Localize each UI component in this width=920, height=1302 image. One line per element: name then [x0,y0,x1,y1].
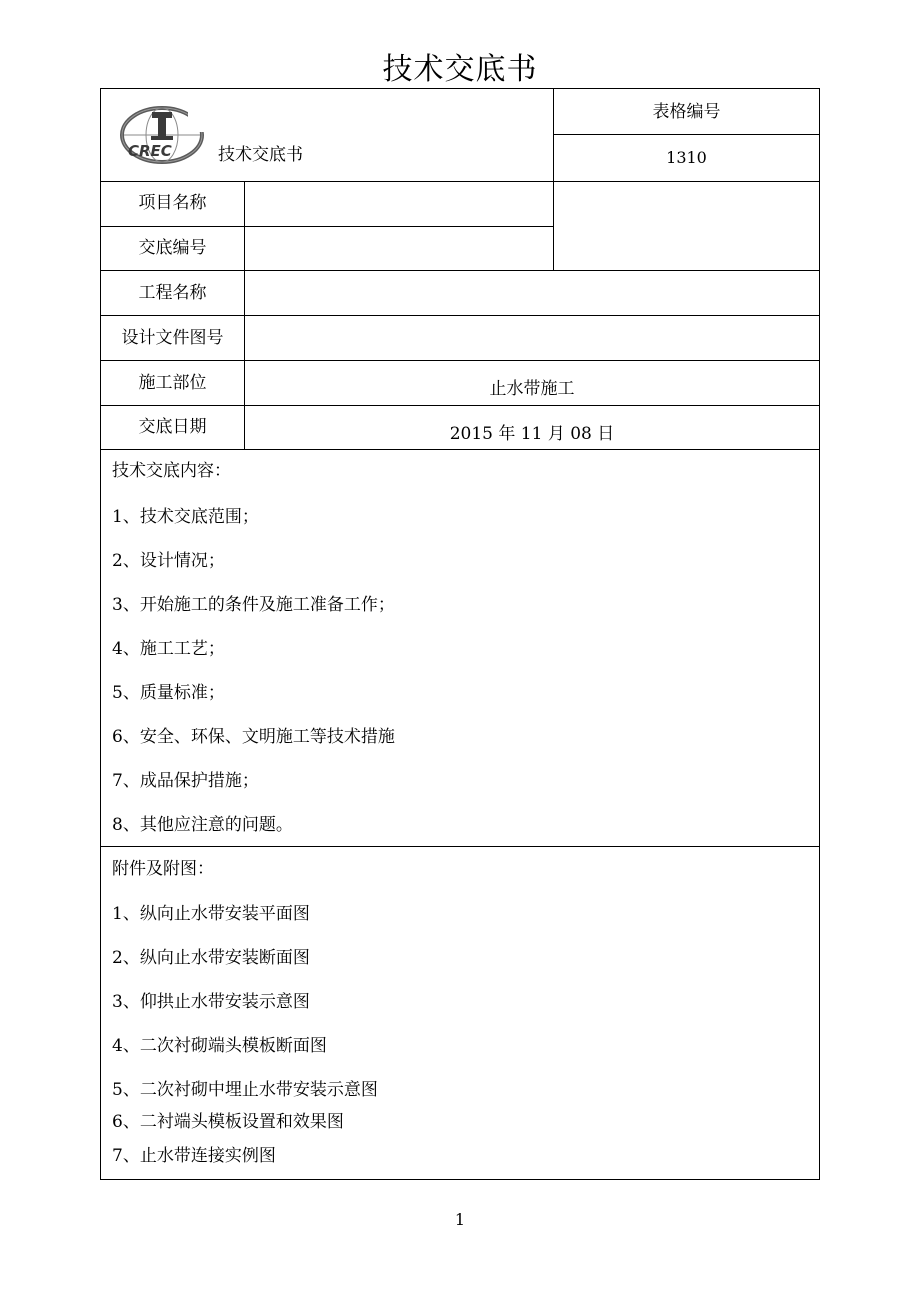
content-item: 6、安全、环保、文明施工等技术措施 [112,727,395,747]
divider [101,315,819,316]
content-item: 2、设计情况； [112,551,225,571]
form-no-label: 表格编号 [652,102,721,122]
form-no-value: 1310 [666,148,707,167]
attachment-item: 3、仰拱止水带安装示意图 [112,992,310,1012]
content-item: 1、技术交底范围； [112,507,259,527]
form-name: 技术交底书 [218,145,303,165]
content-heading: 技术交底内容： [112,461,231,481]
logo-text: CREC [128,142,172,160]
divider [553,134,819,135]
construction-part-label: 施工部位 [138,373,207,393]
engineering-name-label: 工程名称 [138,283,207,303]
divider [101,181,819,182]
content-item: 5、质量标准； [112,683,225,703]
attachment-item: 5、二次衬砌中埋止水带安装示意图 [112,1080,378,1100]
attachment-item: 2、纵向止水带安装断面图 [112,948,310,968]
project-name-label: 项目名称 [138,193,207,213]
divider [101,226,553,227]
date-value: 2015 年 11 月 08 日 [449,424,615,444]
construction-part-value: 止水带施工 [489,379,575,399]
disclosure-no-label: 交底编号 [138,238,207,258]
content-item: 8、其他应注意的问题。 [112,815,293,835]
attachment-item: 1、纵向止水带安装平面图 [112,904,310,924]
page-number: 1 [454,1210,466,1229]
divider [101,360,819,361]
content-item: 4、施工工艺； [112,639,225,659]
attachments-heading: 附件及附图： [112,859,214,879]
attachment-item: 7、止水带连接实例图 [112,1146,276,1166]
divider [101,270,819,271]
crec-logo [118,104,210,166]
attachment-item: 4、二次衬砌端头模板断面图 [112,1036,327,1056]
divider [244,181,245,449]
design-drawing-label: 设计文件图号 [121,328,224,348]
attachment-item: 6、二衬端头模板设置和效果图 [112,1112,344,1132]
document-title: 技术交底书 [382,52,538,87]
divider [101,846,819,847]
content-item: 3、开始施工的条件及施工准备工作； [112,595,395,615]
content-item: 7、成品保护措施； [112,771,259,791]
divider [101,449,819,450]
divider [101,405,819,406]
date-label: 交底日期 [138,417,207,437]
